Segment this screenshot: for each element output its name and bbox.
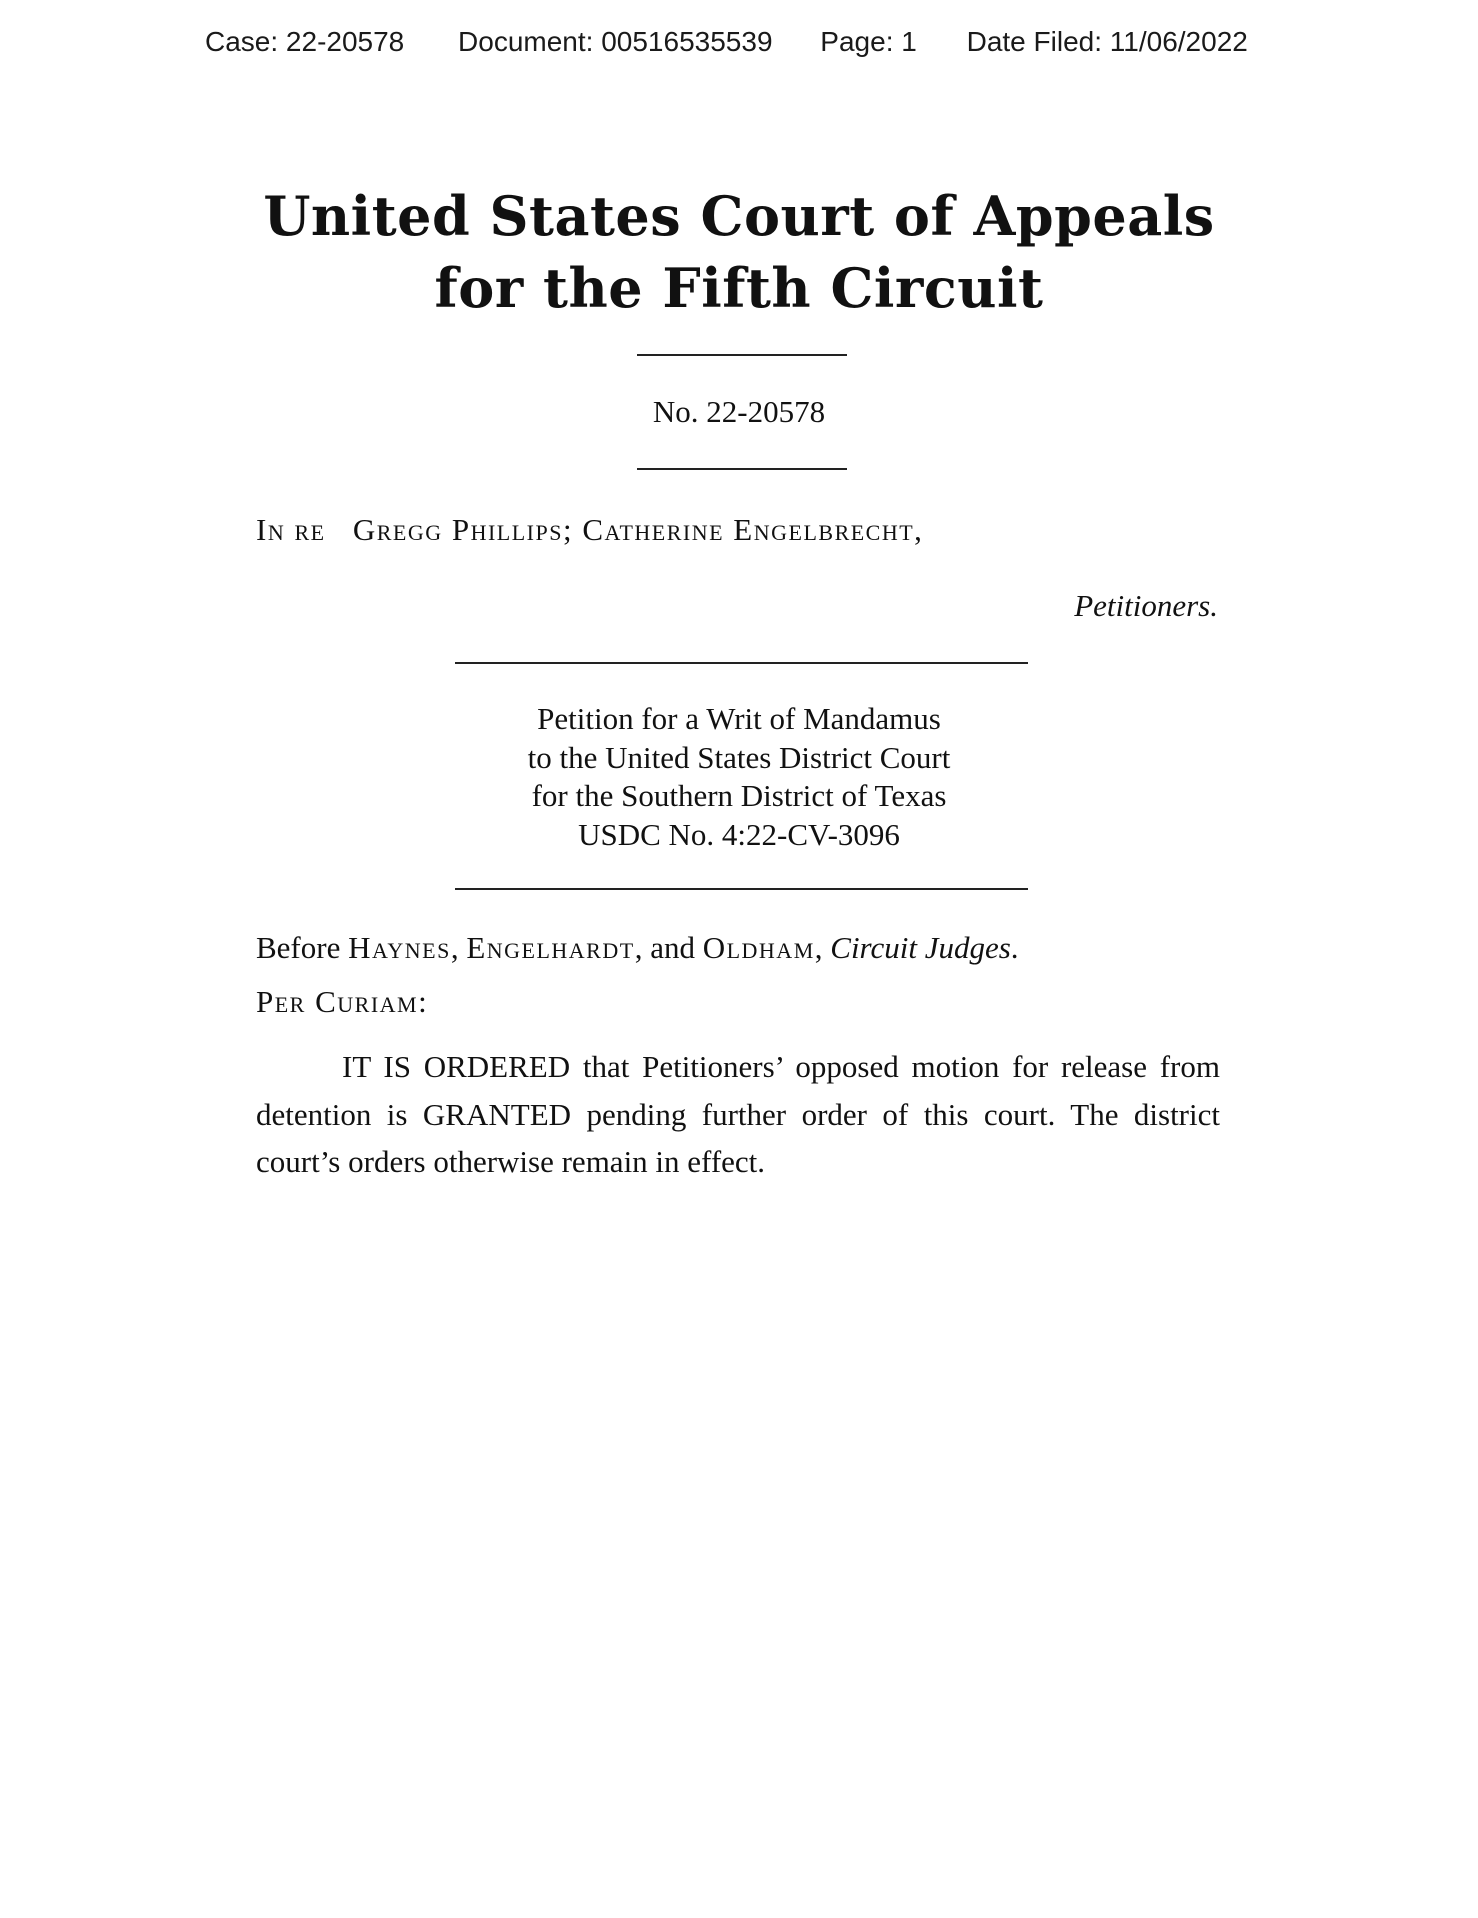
divider-rule: [455, 662, 1028, 664]
court-title-line-2: for the Fifth Circuit: [434, 256, 1044, 320]
petition-line: for the Southern District of Texas: [531, 778, 947, 813]
judge-name: Haynes: [348, 930, 451, 965]
party-names: Gregg Phillips; Catherine Engelbrecht,: [352, 512, 924, 547]
separator: .: [1010, 930, 1019, 965]
divider-rule: [455, 888, 1028, 890]
panel-line: [256, 930, 1019, 966]
case-caption: [256, 512, 923, 548]
court-title-line-1: United States Court of Appeals: [263, 184, 1215, 248]
order-paragraph: [256, 1043, 1220, 1186]
divider-rule: [637, 468, 847, 470]
divider-rule: [637, 354, 847, 356]
before-label: Before: [256, 930, 341, 965]
district-court-number: USDC No. 4:22-CV-3096: [578, 816, 900, 852]
order-line: IT IS ORDERED that Petitioners’ opposed motion for release from: [342, 1049, 1220, 1084]
header-case-number: Case: 22-20578: [205, 26, 405, 57]
header-document-number: Document: 00516535539: [458, 26, 773, 57]
separator: ,: [814, 930, 823, 965]
case-number: No. 22-20578: [652, 394, 826, 429]
judge-name: Engelhardt: [466, 930, 635, 965]
judge-name: Oldham: [702, 930, 815, 965]
petition-line: to the United States District Court: [527, 739, 951, 775]
separator: ,: [450, 930, 459, 965]
order-line: detention is GRANTED pending further order of this court. The district: [256, 1096, 1220, 1132]
header-page-number: Page: 1: [820, 26, 917, 57]
per-curiam-heading: Per Curiam:: [256, 984, 429, 1019]
filing-header: [205, 26, 1248, 58]
separator: , and: [634, 930, 695, 965]
order-line: court’s orders otherwise remain in effect.: [256, 1144, 766, 1179]
in-re-label: In re: [256, 512, 326, 547]
party-role: Petitioners.: [1074, 588, 1218, 623]
petition-description: [0, 700, 1478, 854]
judges-title: Circuit Judges: [830, 930, 1011, 965]
petition-line: Petition for a Writ of Mandamus: [537, 701, 941, 736]
header-date-filed: Date Filed: 11/06/2022: [966, 26, 1248, 57]
